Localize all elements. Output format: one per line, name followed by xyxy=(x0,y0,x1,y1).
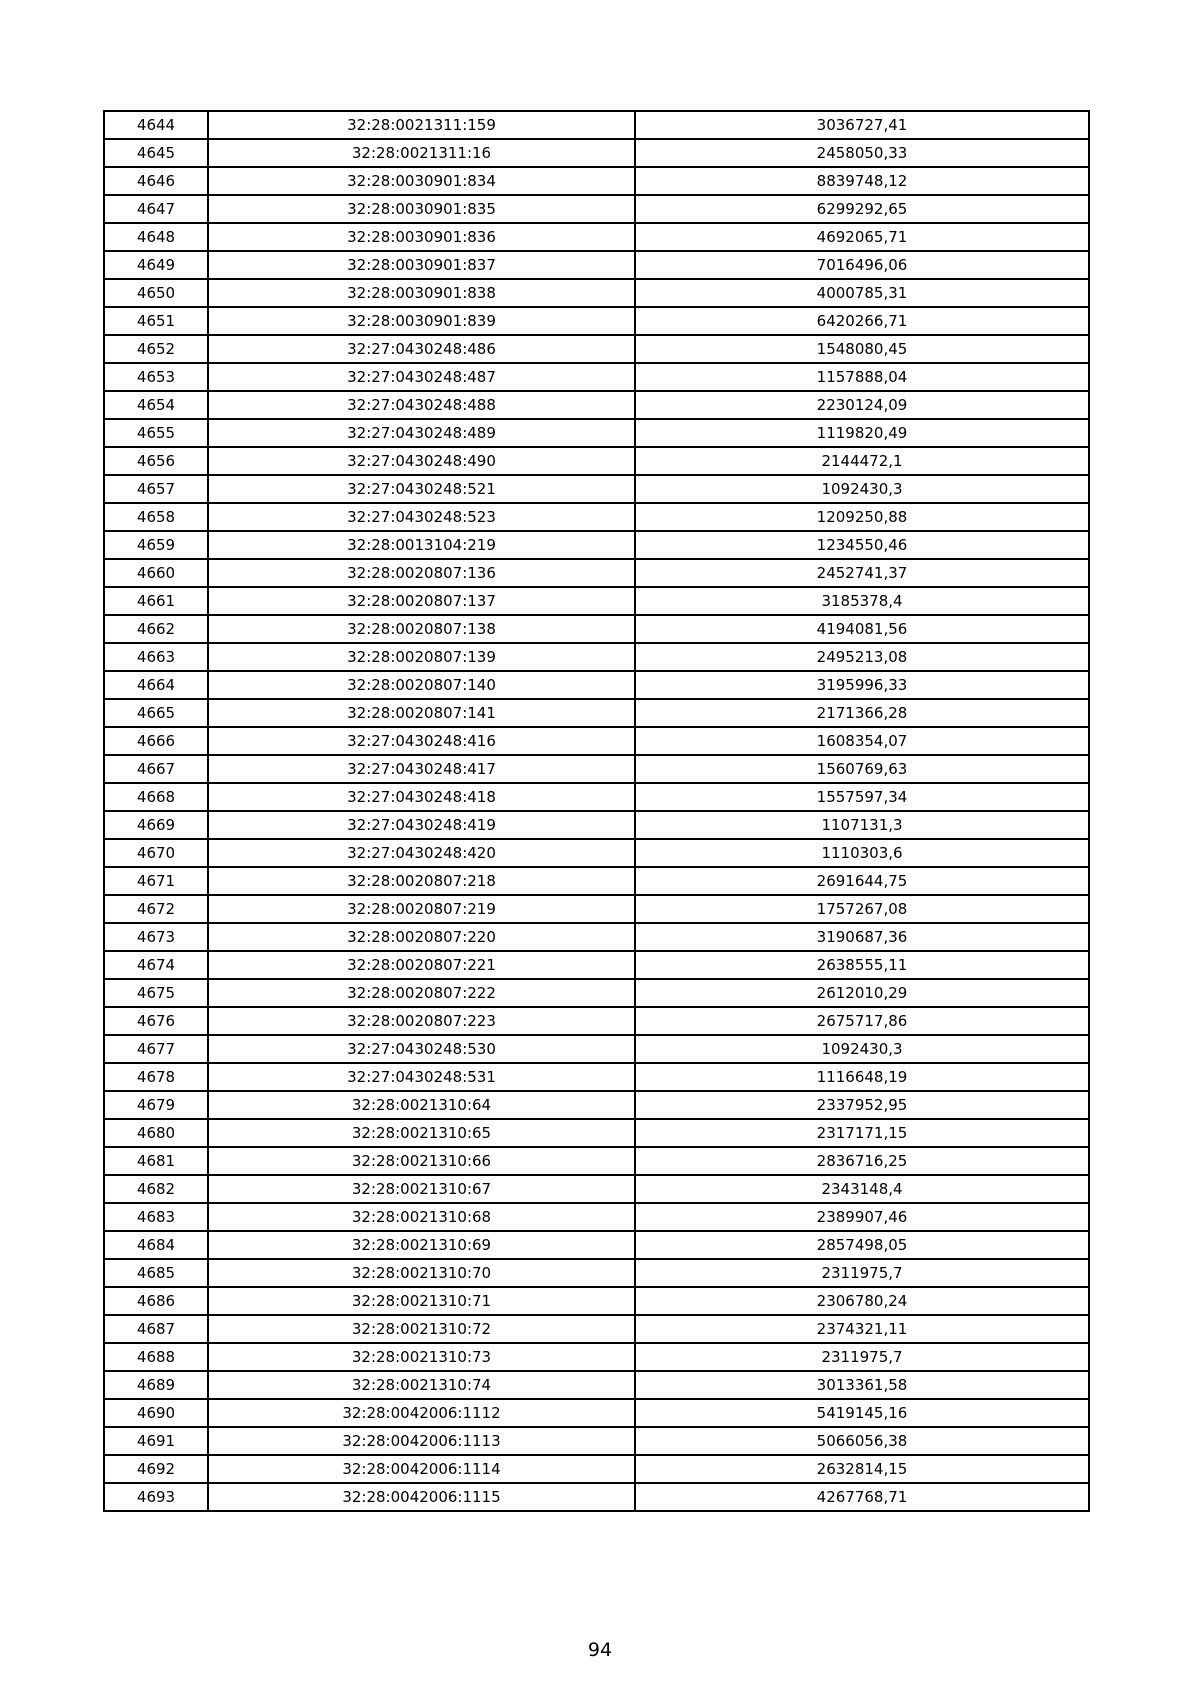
value-cell: 3036727,41 xyxy=(635,111,1089,139)
row-number-cell: 4646 xyxy=(104,167,208,195)
table-row xyxy=(104,363,1089,391)
cadastral-number-cell: 32:28:0021310:66 xyxy=(208,1147,635,1175)
cadastral-number-cell: 32:28:0020807:218 xyxy=(208,867,635,895)
value-cell: 1209250,88 xyxy=(635,503,1089,531)
value-cell: 2311975,7 xyxy=(635,1343,1089,1371)
table-row xyxy=(104,1091,1089,1119)
value-cell: 2311975,7 xyxy=(635,1259,1089,1287)
row-number-cell: 4644 xyxy=(104,111,208,139)
row-number-cell: 4654 xyxy=(104,391,208,419)
table-row xyxy=(104,1315,1089,1343)
row-number-cell: 4645 xyxy=(104,139,208,167)
row-number-cell: 4663 xyxy=(104,643,208,671)
row-number-cell: 4676 xyxy=(104,1007,208,1035)
cadastral-number-cell: 32:28:0021310:68 xyxy=(208,1203,635,1231)
table-row xyxy=(104,671,1089,699)
row-number-cell: 4665 xyxy=(104,699,208,727)
row-number-cell: 4648 xyxy=(104,223,208,251)
row-number-cell: 4693 xyxy=(104,1483,208,1511)
table-row xyxy=(104,979,1089,1007)
value-cell: 8839748,12 xyxy=(635,167,1089,195)
table-row xyxy=(104,559,1089,587)
row-number-cell: 4670 xyxy=(104,839,208,867)
cadastral-number-cell: 32:28:0020807:140 xyxy=(208,671,635,699)
value-cell: 1116648,19 xyxy=(635,1063,1089,1091)
row-number-cell: 4679 xyxy=(104,1091,208,1119)
cadastral-number-cell: 32:27:0430248:531 xyxy=(208,1063,635,1091)
row-number-cell: 4657 xyxy=(104,475,208,503)
cadastral-number-cell: 32:27:0430248:416 xyxy=(208,727,635,755)
value-cell: 2317171,15 xyxy=(635,1119,1089,1147)
value-cell: 1548080,45 xyxy=(635,335,1089,363)
cadastral-number-cell: 32:28:0021310:67 xyxy=(208,1175,635,1203)
cadastral-number-cell: 32:28:0020807:222 xyxy=(208,979,635,1007)
cadastral-number-cell: 32:28:0020807:221 xyxy=(208,951,635,979)
cadastral-number-cell: 32:28:0020807:136 xyxy=(208,559,635,587)
value-cell: 2675717,86 xyxy=(635,1007,1089,1035)
value-cell: 7016496,06 xyxy=(635,251,1089,279)
table-row xyxy=(104,643,1089,671)
row-number-cell: 4664 xyxy=(104,671,208,699)
row-number-cell: 4667 xyxy=(104,755,208,783)
cadastral-number-cell: 32:28:0021310:71 xyxy=(208,1287,635,1315)
value-cell: 1757267,08 xyxy=(635,895,1089,923)
cadastral-number-cell: 32:28:0030901:835 xyxy=(208,195,635,223)
cadastral-number-cell: 32:28:0030901:839 xyxy=(208,307,635,335)
table-row xyxy=(104,1483,1089,1511)
cadastral-number-cell: 32:27:0430248:417 xyxy=(208,755,635,783)
cadastral-number-cell: 32:28:0020807:137 xyxy=(208,587,635,615)
row-number-cell: 4678 xyxy=(104,1063,208,1091)
value-cell: 1557597,34 xyxy=(635,783,1089,811)
cadastral-number-cell: 32:28:0042006:1114 xyxy=(208,1455,635,1483)
value-cell: 5419145,16 xyxy=(635,1399,1089,1427)
table-row xyxy=(104,1063,1089,1091)
row-number-cell: 4691 xyxy=(104,1427,208,1455)
table-row xyxy=(104,1175,1089,1203)
table-row xyxy=(104,279,1089,307)
table-row xyxy=(104,223,1089,251)
table-row xyxy=(104,1399,1089,1427)
row-number-cell: 4671 xyxy=(104,867,208,895)
row-number-cell: 4686 xyxy=(104,1287,208,1315)
cadastral-number-cell: 32:28:0030901:837 xyxy=(208,251,635,279)
cadastral-number-cell: 32:27:0430248:490 xyxy=(208,447,635,475)
table-row xyxy=(104,811,1089,839)
table-row xyxy=(104,615,1089,643)
cadastral-number-cell: 32:28:0020807:138 xyxy=(208,615,635,643)
row-number-cell: 4680 xyxy=(104,1119,208,1147)
value-cell: 2306780,24 xyxy=(635,1287,1089,1315)
value-cell: 2374321,11 xyxy=(635,1315,1089,1343)
row-number-cell: 4650 xyxy=(104,279,208,307)
table-row xyxy=(104,783,1089,811)
value-cell: 2171366,28 xyxy=(635,699,1089,727)
value-cell: 2857498,05 xyxy=(635,1231,1089,1259)
row-number-cell: 4684 xyxy=(104,1231,208,1259)
table-row xyxy=(104,1343,1089,1371)
row-number-cell: 4677 xyxy=(104,1035,208,1063)
cadastral-number-cell: 32:28:0042006:1113 xyxy=(208,1427,635,1455)
value-cell: 2452741,37 xyxy=(635,559,1089,587)
cadastral-number-cell: 32:28:0021311:159 xyxy=(208,111,635,139)
value-cell: 3195996,33 xyxy=(635,671,1089,699)
value-cell: 2230124,09 xyxy=(635,391,1089,419)
table-row xyxy=(104,419,1089,447)
cadastral-number-cell: 32:28:0020807:220 xyxy=(208,923,635,951)
value-cell: 2389907,46 xyxy=(635,1203,1089,1231)
cadastral-number-cell: 32:28:0021310:73 xyxy=(208,1343,635,1371)
row-number-cell: 4651 xyxy=(104,307,208,335)
cadastral-number-cell: 32:28:0042006:1112 xyxy=(208,1399,635,1427)
table-row xyxy=(104,1455,1089,1483)
cadastral-number-cell: 32:27:0430248:489 xyxy=(208,419,635,447)
cadastral-number-cell: 32:27:0430248:521 xyxy=(208,475,635,503)
value-cell: 6299292,65 xyxy=(635,195,1089,223)
row-number-cell: 4688 xyxy=(104,1343,208,1371)
table-row xyxy=(104,1427,1089,1455)
value-cell: 4000785,31 xyxy=(635,279,1089,307)
table-row xyxy=(104,111,1089,139)
table-row xyxy=(104,1231,1089,1259)
cadastral-number-cell: 32:27:0430248:530 xyxy=(208,1035,635,1063)
row-number-cell: 4675 xyxy=(104,979,208,1007)
row-number-cell: 4668 xyxy=(104,783,208,811)
table-row xyxy=(104,391,1089,419)
value-cell: 2144472,1 xyxy=(635,447,1089,475)
table-row xyxy=(104,1287,1089,1315)
row-number-cell: 4674 xyxy=(104,951,208,979)
cadastral-number-cell: 32:28:0020807:223 xyxy=(208,1007,635,1035)
cadastral-number-cell: 32:28:0021310:65 xyxy=(208,1119,635,1147)
table-row xyxy=(104,699,1089,727)
value-cell: 1234550,46 xyxy=(635,531,1089,559)
value-cell: 1092430,3 xyxy=(635,475,1089,503)
cadastral-number-cell: 32:28:0013104:219 xyxy=(208,531,635,559)
value-cell: 1157888,04 xyxy=(635,363,1089,391)
table-row xyxy=(104,195,1089,223)
table-row xyxy=(104,923,1089,951)
value-cell: 3013361,58 xyxy=(635,1371,1089,1399)
value-cell: 2691644,75 xyxy=(635,867,1089,895)
value-cell: 5066056,38 xyxy=(635,1427,1089,1455)
cadastral-number-cell: 32:28:0042006:1115 xyxy=(208,1483,635,1511)
table-row xyxy=(104,139,1089,167)
value-cell: 2638555,11 xyxy=(635,951,1089,979)
row-number-cell: 4661 xyxy=(104,587,208,615)
data-table xyxy=(103,110,1090,1512)
table-row xyxy=(104,307,1089,335)
cadastral-number-cell: 32:28:0020807:141 xyxy=(208,699,635,727)
row-number-cell: 4681 xyxy=(104,1147,208,1175)
table-row xyxy=(104,867,1089,895)
table-row xyxy=(104,531,1089,559)
table-row xyxy=(104,503,1089,531)
cadastral-number-cell: 32:28:0020807:139 xyxy=(208,643,635,671)
cadastral-number-cell: 32:28:0030901:834 xyxy=(208,167,635,195)
value-cell: 2612010,29 xyxy=(635,979,1089,1007)
row-number-cell: 4647 xyxy=(104,195,208,223)
row-number-cell: 4662 xyxy=(104,615,208,643)
cadastral-number-cell: 32:28:0030901:838 xyxy=(208,279,635,307)
value-cell: 2836716,25 xyxy=(635,1147,1089,1175)
cadastral-number-cell: 32:28:0021311:16 xyxy=(208,139,635,167)
table-row xyxy=(104,895,1089,923)
row-number-cell: 4692 xyxy=(104,1455,208,1483)
table-row xyxy=(104,1119,1089,1147)
value-cell: 1119820,49 xyxy=(635,419,1089,447)
value-cell: 3185378,4 xyxy=(635,587,1089,615)
table-row xyxy=(104,727,1089,755)
table-row xyxy=(104,251,1089,279)
row-number-cell: 4685 xyxy=(104,1259,208,1287)
value-cell: 1608354,07 xyxy=(635,727,1089,755)
table-row xyxy=(104,1203,1089,1231)
table-row xyxy=(104,167,1089,195)
value-cell: 1110303,6 xyxy=(635,839,1089,867)
row-number-cell: 4660 xyxy=(104,559,208,587)
value-cell: 2458050,33 xyxy=(635,139,1089,167)
row-number-cell: 4687 xyxy=(104,1315,208,1343)
row-number-cell: 4652 xyxy=(104,335,208,363)
cadastral-number-cell: 32:27:0430248:488 xyxy=(208,391,635,419)
row-number-cell: 4656 xyxy=(104,447,208,475)
table-row xyxy=(104,447,1089,475)
table-row xyxy=(104,587,1089,615)
row-number-cell: 4655 xyxy=(104,419,208,447)
row-number-cell: 4673 xyxy=(104,923,208,951)
cadastral-number-cell: 32:28:0021310:72 xyxy=(208,1315,635,1343)
table-row xyxy=(104,1007,1089,1035)
cadastral-number-cell: 32:28:0021310:69 xyxy=(208,1231,635,1259)
table-row xyxy=(104,1259,1089,1287)
table-row xyxy=(104,951,1089,979)
value-cell: 6420266,71 xyxy=(635,307,1089,335)
cadastral-number-cell: 32:28:0020807:219 xyxy=(208,895,635,923)
table-row xyxy=(104,475,1089,503)
value-cell: 1092430,3 xyxy=(635,1035,1089,1063)
cadastral-number-cell: 32:27:0430248:486 xyxy=(208,335,635,363)
page-number: 94 xyxy=(587,1639,613,1661)
value-cell: 1560769,63 xyxy=(635,755,1089,783)
row-number-cell: 4672 xyxy=(104,895,208,923)
cadastral-number-cell: 32:27:0430248:418 xyxy=(208,783,635,811)
table-row xyxy=(104,335,1089,363)
row-number-cell: 4649 xyxy=(104,251,208,279)
value-cell: 1107131,3 xyxy=(635,811,1089,839)
row-number-cell: 4669 xyxy=(104,811,208,839)
table-row xyxy=(104,1147,1089,1175)
cadastral-number-cell: 32:28:0021310:64 xyxy=(208,1091,635,1119)
table-body xyxy=(104,111,1089,1511)
row-number-cell: 4683 xyxy=(104,1203,208,1231)
row-number-cell: 4658 xyxy=(104,503,208,531)
cadastral-number-cell: 32:28:0021310:70 xyxy=(208,1259,635,1287)
cadastral-number-cell: 32:27:0430248:420 xyxy=(208,839,635,867)
value-cell: 2343148,4 xyxy=(635,1175,1089,1203)
table-row xyxy=(104,755,1089,783)
value-cell: 4692065,71 xyxy=(635,223,1089,251)
value-cell: 2337952,95 xyxy=(635,1091,1089,1119)
cadastral-number-cell: 32:28:0021310:74 xyxy=(208,1371,635,1399)
row-number-cell: 4682 xyxy=(104,1175,208,1203)
value-cell: 4267768,71 xyxy=(635,1483,1089,1511)
table-row xyxy=(104,1035,1089,1063)
row-number-cell: 4659 xyxy=(104,531,208,559)
cadastral-number-cell: 32:28:0030901:836 xyxy=(208,223,635,251)
cadastral-number-cell: 32:27:0430248:419 xyxy=(208,811,635,839)
table-row xyxy=(104,839,1089,867)
table-row xyxy=(104,1371,1089,1399)
row-number-cell: 4690 xyxy=(104,1399,208,1427)
row-number-cell: 4689 xyxy=(104,1371,208,1399)
value-cell: 2495213,08 xyxy=(635,643,1089,671)
value-cell: 2632814,15 xyxy=(635,1455,1089,1483)
value-cell: 4194081,56 xyxy=(635,615,1089,643)
cadastral-number-cell: 32:27:0430248:523 xyxy=(208,503,635,531)
row-number-cell: 4666 xyxy=(104,727,208,755)
row-number-cell: 4653 xyxy=(104,363,208,391)
cadastral-number-cell: 32:27:0430248:487 xyxy=(208,363,635,391)
value-cell: 3190687,36 xyxy=(635,923,1089,951)
